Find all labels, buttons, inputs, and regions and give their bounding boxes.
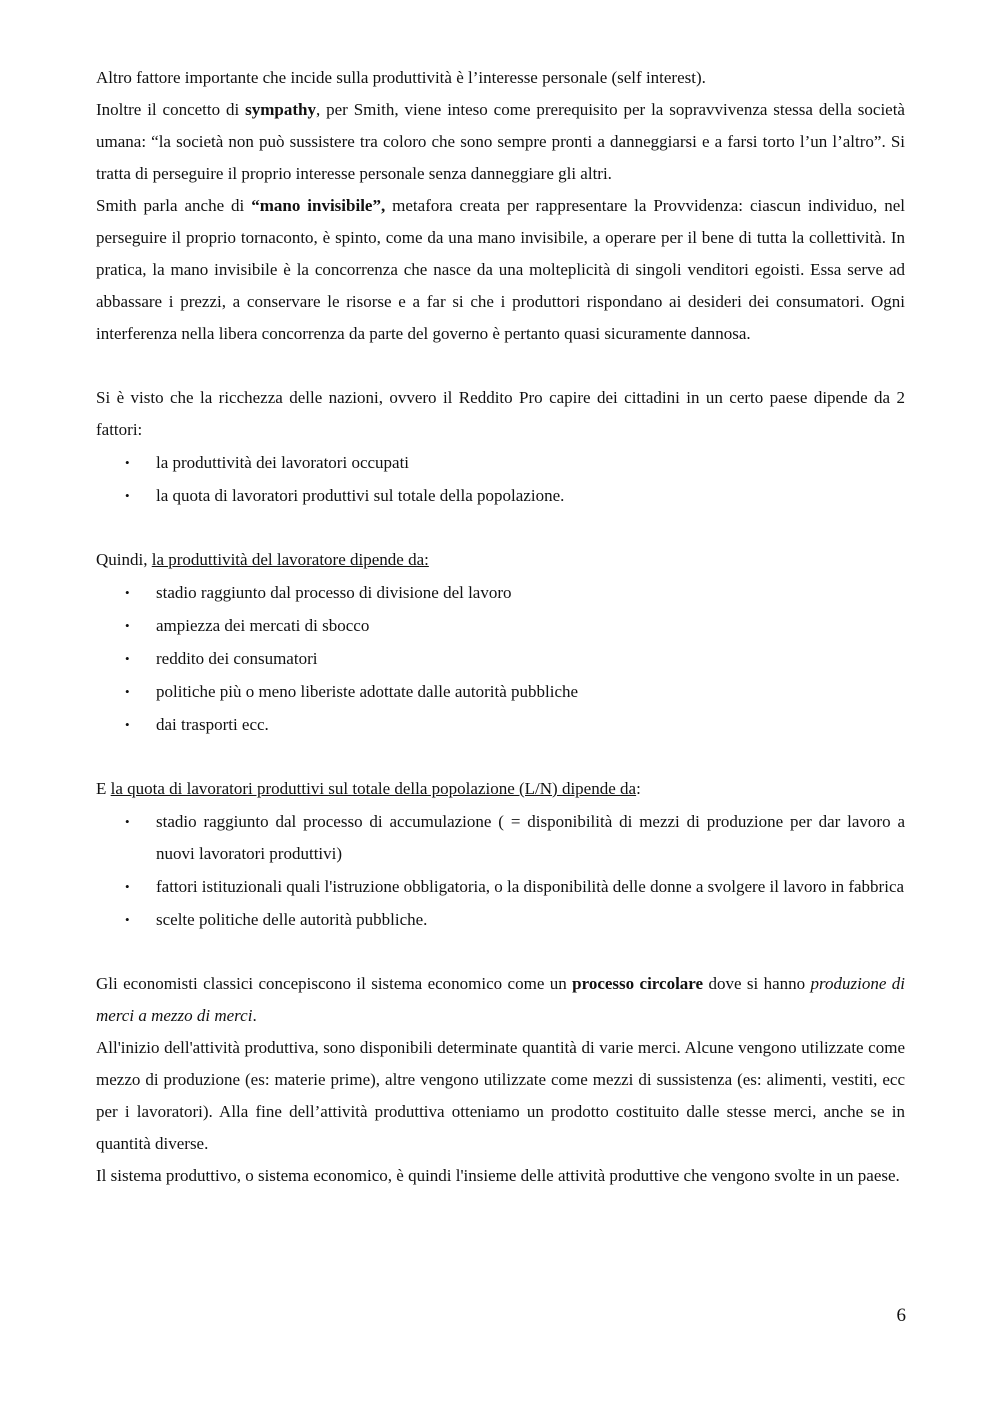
- paragraph-circular-process: [96, 968, 905, 1032]
- list-item-text: ampiezza dei mercati di sbocco: [156, 616, 370, 635]
- underlined-heading-workers-share: la quota di lavoratori produttivi sul totale della popolazione (L/N) dipende da: [110, 779, 637, 798]
- page-number: 6: [896, 1305, 906, 1326]
- bullet-icon: •: [125, 455, 130, 470]
- list-item-text: la quota di lavoratori produttivi sul totale della popolazione.: [156, 486, 565, 505]
- list-item: [96, 577, 905, 609]
- paragraph-gap: [96, 936, 905, 968]
- paragraph-invisible-hand: [96, 190, 905, 350]
- list-item-text: reddito dei consumatori: [156, 649, 318, 668]
- list-productivity-factors: [96, 577, 905, 741]
- paragraph-text: , per Smith, viene inteso come prerequisito per la sopravvivenza stessa della società umana: “la società non può sussistere tra coloro che sono sempre pronti a danneggiarsi e a farsi torto l’un l’altro”. Si tratta di perseguire il proprio interesse personale senza danneggiare gli altri.: [96, 100, 905, 183]
- paragraph-text: E: [96, 779, 111, 798]
- list-item: [96, 610, 905, 642]
- paragraph-gap: [96, 512, 905, 544]
- paragraph-productivity-intro: [96, 544, 905, 576]
- paragraph-text: Gli economisti classici concepiscono il sistema economico come un: [96, 974, 573, 993]
- paragraph-gap: [96, 741, 905, 773]
- paragraph-text: Quindi,: [96, 550, 152, 569]
- paragraph-text: .: [252, 1006, 257, 1025]
- list-item: [96, 480, 905, 512]
- list-item-text: politiche più o meno liberiste adottate dalle autorità pubbliche: [156, 682, 579, 701]
- page-body: [96, 62, 905, 1192]
- list-item: [96, 871, 905, 903]
- bullet-icon: •: [125, 618, 130, 633]
- list-item: [96, 806, 905, 870]
- paragraph-gap: [96, 350, 905, 382]
- bullet-icon: •: [125, 814, 130, 829]
- bullet-icon: •: [125, 651, 130, 666]
- list-item-text: fattori istituzionali quali l'istruzione obbligatoria, o la disponibilità delle donne a svolgere il lavoro in fabbrica: [156, 877, 905, 896]
- paragraph-text: :: [636, 779, 641, 798]
- paragraph-text: Inoltre il concetto di: [96, 100, 246, 119]
- list-item: [96, 904, 905, 936]
- bullet-icon: •: [125, 879, 130, 894]
- paragraph-production-start: All'inizio dell'attività produttiva, sono disponibili determinate quantità di varie merci. Alcune vengono utilizzate come mezzo di produzione (es: materie prime), altre vengono utilizzate come mezzi di sussistenza (es: alimenti, vestiti, ecc per i lavoratori). Alla fine dell’attività produttiva otteniamo un prodotto costituito dalle stesse merci, anche se in quantità diverse.: [96, 1038, 905, 1153]
- bullet-icon: •: [125, 717, 130, 732]
- bold-term-sympathy: sympathy: [245, 100, 316, 119]
- list-item-text: dai trasporti ecc.: [156, 715, 269, 734]
- list-wealth-factors: [96, 447, 905, 512]
- paragraph-text: Smith parla anche di: [96, 196, 252, 215]
- list-item: [96, 643, 905, 675]
- paragraph-workers-share-intro: [96, 773, 905, 805]
- paragraph-sympathy: [96, 94, 905, 190]
- bold-term-circular-process: processo circolare: [572, 974, 704, 993]
- list-workers-share-factors: [96, 806, 905, 936]
- list-item: [96, 676, 905, 708]
- bold-term-invisible-hand: “mano invisibile”,: [251, 196, 386, 215]
- underlined-heading-productivity: la produttività del lavoratore dipende da:: [151, 550, 429, 569]
- list-item-text: la produttività dei lavoratori occupati: [156, 453, 410, 472]
- bullet-icon: •: [125, 912, 130, 927]
- paragraph-text: dove si hanno: [703, 974, 811, 993]
- paragraph-productive-system: Il sistema produttivo, o sistema economico, è quindi l'insieme delle attività produttive che vengono svolte in un paese.: [96, 1166, 900, 1185]
- paragraph-self-interest: Altro fattore importante che incide sulla produttività è l’interesse personale (self interest).: [96, 68, 706, 87]
- paragraph-text: metafora creata per rappresentare la Provvidenza: ciascun individuo, nel perseguire il proprio tornaconto, è spinto, come da una mano invisibile, a operare per il bene di tutta la collettività. In pratica, la mano invisibile è la concorrenza che nasce da una molteplicità di singoli venditori egoisti. Essa serve ad abbassare i prezzi, a conservare le risorse e a far si che i produttori rispondano ai desideri dei consumatori. Ogni interferenza nella libera concorrenza da parte del governo è pertanto quasi sicuramente dannosa.: [96, 196, 906, 343]
- bullet-icon: •: [125, 684, 130, 699]
- italic-term-production-of-commodities: produzione di merci a mezzo di merci: [96, 974, 906, 1025]
- bullet-icon: •: [125, 585, 130, 600]
- list-item-text: stadio raggiunto dal processo di divisione del lavoro: [156, 583, 512, 602]
- list-item: [96, 709, 905, 741]
- list-item: [96, 447, 905, 479]
- list-item-text: scelte politiche delle autorità pubbliche.: [156, 910, 428, 929]
- list-item-text: stadio raggiunto dal processo di accumulazione ( = disponibilità di mezzi di produzione per dar lavoro a nuovi lavoratori produttivi): [156, 812, 905, 863]
- paragraph-wealth-factors: Si è visto che la ricchezza delle nazioni, ovvero il Reddito Pro capire dei cittadini in un certo paese dipende da 2 fattori:: [96, 388, 905, 439]
- bullet-icon: •: [125, 488, 130, 503]
